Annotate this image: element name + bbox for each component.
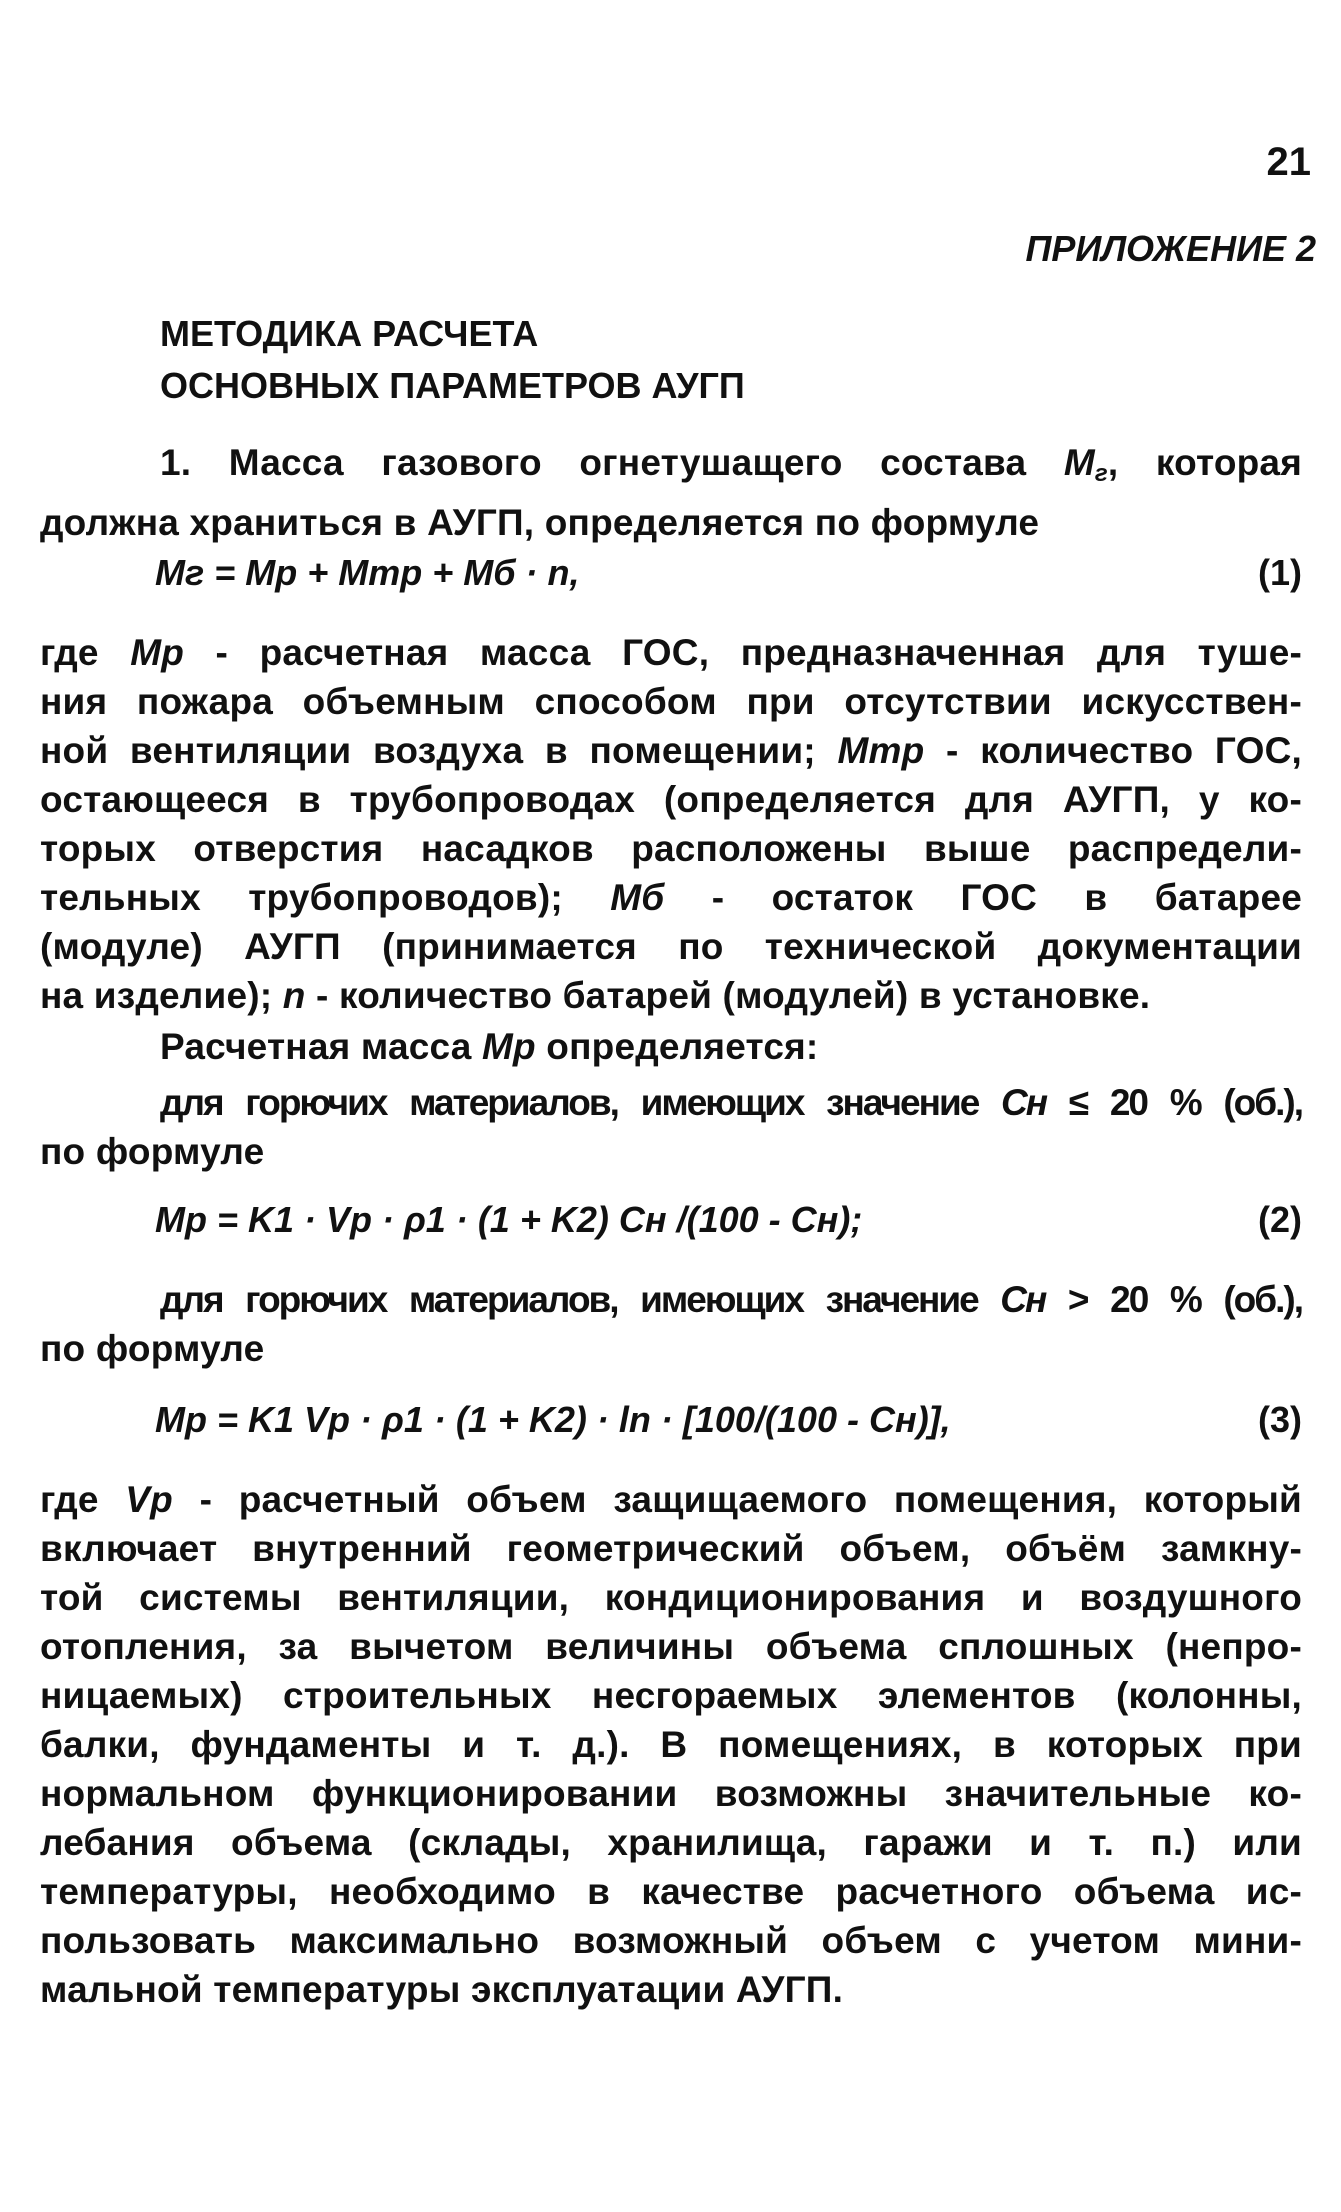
section-title-line-2: ОСНОВНЫХ ПАРАМЕТРОВ АУГП xyxy=(160,365,745,406)
section-title-line-1: МЕТОДИКА РАСЧЕТА xyxy=(160,313,539,354)
paragraph-3-line-1 xyxy=(40,1022,1302,1071)
paragraph-2-line-4: остающееся в трубопроводах (определяется для АУГП, у ко- xyxy=(40,779,1302,820)
variable-subscript: г xyxy=(1094,460,1108,487)
paragraph-4-line-2: включает внутренний геометрический объем, объём замкну- xyxy=(40,1528,1302,1569)
paragraph-2-line-3 xyxy=(40,726,1302,775)
formula-2: Mр = K1 · Vр · ρ1 · (1 + K2) Cн /(100 - Cн); xyxy=(155,1199,863,1240)
text-run: - количество батарей (модулей) в установке. xyxy=(305,975,1151,1016)
variable-c-n: Cн xyxy=(1001,1082,1047,1123)
paragraph-2-line-7: (модуле) АУГП (принимается по технической документации xyxy=(40,926,1302,967)
text-run: на изделие); xyxy=(40,975,283,1016)
case-1 xyxy=(40,1078,1302,1176)
text-run: - расчетная масса ГОС, предназначенная для туше- xyxy=(184,632,1302,673)
text-run: ≤ 20 % (об.), xyxy=(1046,1082,1302,1123)
text-run: 1. Масса газового огнетушащего состава xyxy=(160,442,1064,483)
case-1-line-2: по формуле xyxy=(40,1131,265,1172)
formula-3: Mр = K1 Vр · ρ1 · (1 + K2) · ln · [100/(100 - Cн)], xyxy=(155,1399,951,1440)
variable-symbol: M xyxy=(1063,442,1095,483)
paragraph-4-line-3: той системы вентиляции, кондиционирования и воздушного xyxy=(40,1577,1302,1618)
formula-1-row xyxy=(40,548,1302,598)
formula-1: Mг = Mр + Mтр + Mб · n, xyxy=(155,552,580,593)
paragraph-1-line-2: должна храниться в АУГП, определяется по формуле xyxy=(40,502,1040,543)
paragraph-4-line-4: отопления, за вычетом величины объема сплошных (непро- xyxy=(40,1626,1302,1667)
formula-2-row xyxy=(40,1195,1302,1245)
case-2 xyxy=(40,1275,1302,1373)
variable-m-tr: Mтр xyxy=(837,730,925,771)
paragraph-4-line-11: мальной температуры эксплуатации АУГП. xyxy=(40,1969,844,2010)
paragraph-4-line-10: пользовать максимально возможный объем с учетом мини- xyxy=(40,1920,1302,1961)
paragraph-3 xyxy=(40,1022,1302,1071)
case-2-line-2: по формуле xyxy=(40,1328,265,1369)
paragraph-4-line-6: балки, фундаменты и т. д.). В помещениях, в которых при xyxy=(40,1724,1302,1765)
text-run: - остаток ГОС в батарее xyxy=(664,877,1302,918)
paragraph-1 xyxy=(40,438,1302,547)
paragraph-4 xyxy=(40,1475,1302,2014)
text-run: определяется: xyxy=(535,1026,819,1067)
text-run: - количество ГОС, xyxy=(924,730,1303,771)
page-number: 21 xyxy=(1266,140,1311,184)
variable-m-b: Mб xyxy=(610,877,665,918)
variable-v-r: Vр xyxy=(125,1479,173,1520)
variable-n: n xyxy=(282,975,306,1016)
text-run: , которая xyxy=(1107,442,1302,483)
text-run: Расчетная масса xyxy=(160,1026,482,1067)
appendix-label: ПРИЛОЖЕНИЕ 2 xyxy=(1025,228,1316,269)
paragraph-2-line-5: торых отверстия насадков расположены выше распредели- xyxy=(40,828,1302,869)
variable-m-r: Mр xyxy=(482,1026,536,1067)
formula-3-row xyxy=(40,1395,1302,1445)
paragraph-4-line-9: температуры, необходимо в качестве расчетного объема ис- xyxy=(40,1871,1302,1912)
paragraph-1-line-1 xyxy=(40,438,1302,498)
formula-1-number: (1) xyxy=(1258,552,1302,593)
variable-c-n: Cн xyxy=(1000,1279,1046,1320)
paragraph-2-line-2: ния пожара объемным способом при отсутствии искусствен- xyxy=(40,681,1302,722)
paragraph-4-line-1 xyxy=(40,1475,1302,1524)
text-run: тельных трубопроводов); xyxy=(40,877,611,918)
text-run: > 20 % (об.), xyxy=(1045,1279,1302,1320)
paragraph-2 xyxy=(40,628,1302,1020)
section-title xyxy=(160,308,745,412)
formula-2-number: (2) xyxy=(1258,1199,1302,1240)
paragraph-4-line-8: лебания объема (склады, хранилища, гаражи и т. п.) или xyxy=(40,1822,1302,1863)
text-run: ной вентиляции воздуха в помещении; xyxy=(40,730,838,771)
paragraph-2-line-8 xyxy=(40,971,1302,1020)
paragraph-4-line-5: ницаемых) строительных несгораемых элементов (колонны, xyxy=(40,1675,1302,1716)
text-run: где xyxy=(40,1479,126,1520)
paragraph-4-line-7: нормальном функционировании возможны значительные ко- xyxy=(40,1773,1302,1814)
text-run: - расчетный объем защищаемого помещения, который xyxy=(172,1479,1302,1520)
paragraph-2-line-6 xyxy=(40,873,1302,922)
paragraph-2-line-1 xyxy=(40,628,1302,677)
formula-3-number: (3) xyxy=(1258,1399,1302,1440)
text-run: для горючих материалов, имеющих значение xyxy=(160,1279,1001,1320)
text-run: где xyxy=(40,632,131,673)
case-1-line-1 xyxy=(40,1078,1302,1127)
text-run: для горючих материалов, имеющих значение xyxy=(160,1082,1001,1123)
variable-m-r: Mр xyxy=(130,632,185,673)
variable-m-g xyxy=(1063,442,1108,487)
case-2-line-1 xyxy=(40,1275,1302,1324)
